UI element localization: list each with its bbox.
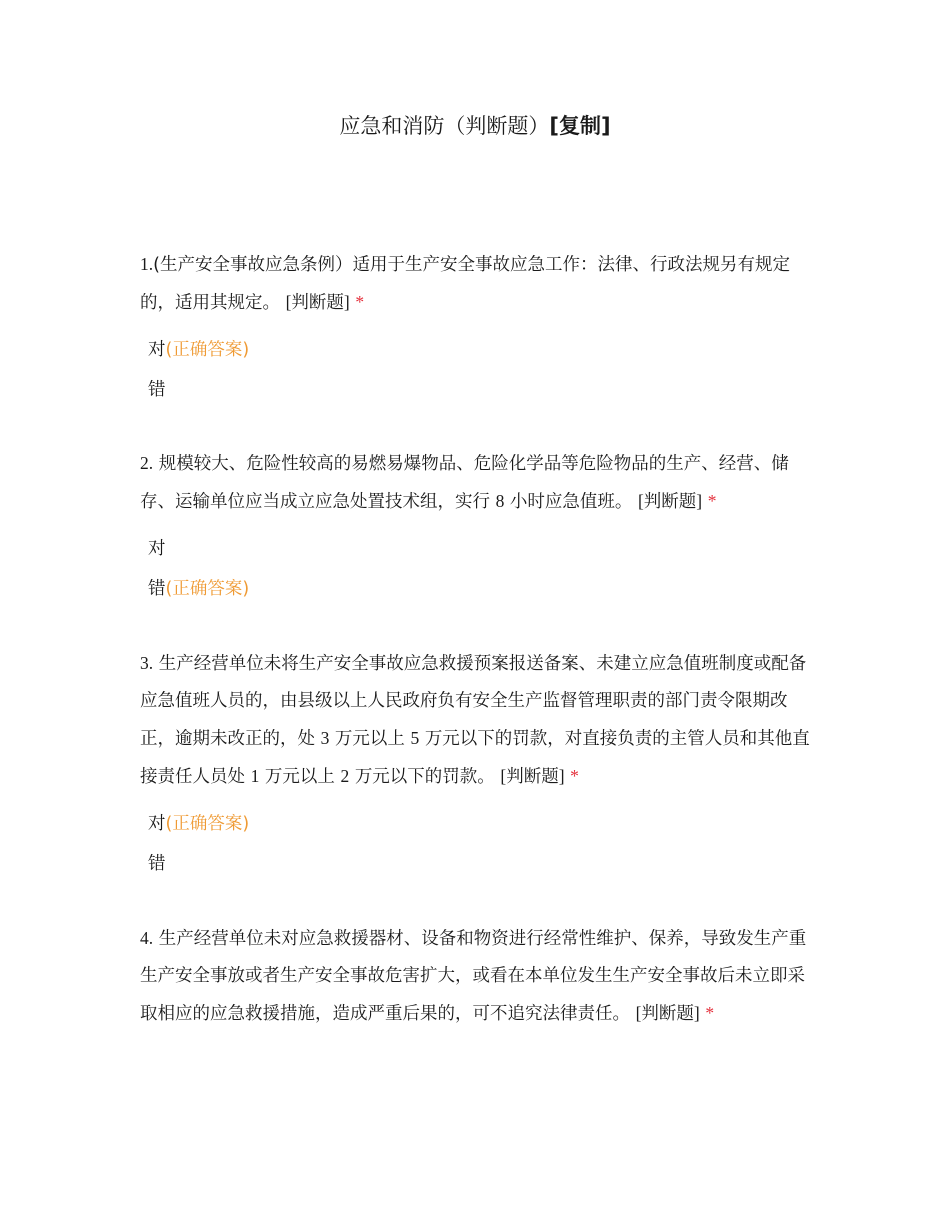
question-type-label: [判断题] [635, 1003, 700, 1023]
page-title [0, 110, 950, 142]
question-body-part: 万元以下的罚款，对直接负责的主管人员和其他直接责任人员处 [140, 729, 810, 787]
option-false[interactable] [148, 569, 820, 609]
question-text [140, 920, 820, 1033]
option-false[interactable] [148, 844, 820, 884]
question-number: 4. [140, 928, 154, 948]
question-2 [140, 445, 820, 609]
question-body: 生产经营单位未对应急救援器材、设备和物资进行经常性维护、保养，导致发生产重生产安全事放或者生产安全事故危害扩大，或看在本单位发生生产安全事故后未立即采取相应的应急救援措施，造成严重后果的，可不追究法律责任。 [140, 929, 807, 1024]
correct-answer-marker: (正确答案) [165, 814, 250, 834]
question-number: 3. [140, 653, 154, 673]
option-label: 错 [148, 380, 166, 400]
question-3 [140, 645, 820, 884]
question-number: 1. [140, 254, 154, 274]
option-false[interactable] [148, 370, 820, 410]
question-body-part: 万元以上 [264, 767, 335, 787]
question-body-number: 1 [250, 766, 260, 786]
copy-link[interactable]: [复制] [549, 114, 611, 138]
question-body-part: 万元以上 [334, 729, 405, 749]
question-body-part: 小时应急值班。 [509, 492, 633, 512]
question-type-label: [判断题] [285, 292, 350, 312]
question-4 [140, 920, 820, 1033]
question-1 [140, 246, 820, 410]
option-list [140, 330, 820, 410]
question-type-label: [判断题] [637, 491, 703, 511]
question-body-number: 3 [320, 728, 330, 748]
question-text [140, 445, 820, 521]
required-mark: * [570, 766, 579, 786]
option-true[interactable] [148, 330, 820, 370]
required-mark: * [707, 491, 717, 511]
question-type-label: [判断题] [500, 766, 565, 786]
option-label: 错 [148, 579, 166, 599]
correct-answer-marker: (正确答案) [165, 340, 250, 360]
question-body-number: 5 [410, 728, 420, 748]
page-title-text: 应急和消防（判断题） [339, 114, 550, 138]
question-body: (生产安全事故应急条例）适用于生产安全事故应急工作：法律、行政法规另有规定的，适用其规定。 [140, 255, 790, 313]
required-mark: * [705, 1003, 715, 1023]
option-label: 对 [148, 814, 166, 834]
option-label: 错 [148, 854, 166, 874]
question-body-part: 万元以下的罚款。 [354, 767, 495, 787]
question-body-number: 2 [340, 766, 350, 786]
question-body-number: 8 [495, 491, 505, 511]
required-mark: * [355, 292, 365, 312]
correct-answer-marker: (正确答案) [165, 579, 250, 599]
question-body-part: 规模较大、危险性较高的易燃易爆物品、危险化学品等危险物品的生产、经营、储存、运输单位应当成立应急处置技术组，实行 [140, 454, 789, 512]
question-text [140, 246, 820, 322]
option-label: 对 [148, 539, 166, 559]
option-label: 对 [148, 340, 166, 360]
question-number: 2. [140, 453, 154, 473]
question-text [140, 645, 820, 796]
option-true[interactable] [148, 529, 820, 569]
question-body-part: 生产经营单位未将生产安全事故应急救援预案报送备案、未建立应急值班制度或配备应急值班人员的，由县级以上人民政府负有安全生产监督管理职责的部门责令限期改正，逾期未改正的，处 [140, 654, 807, 749]
option-list [140, 804, 820, 884]
option-list [140, 529, 820, 609]
option-true[interactable] [148, 804, 820, 844]
